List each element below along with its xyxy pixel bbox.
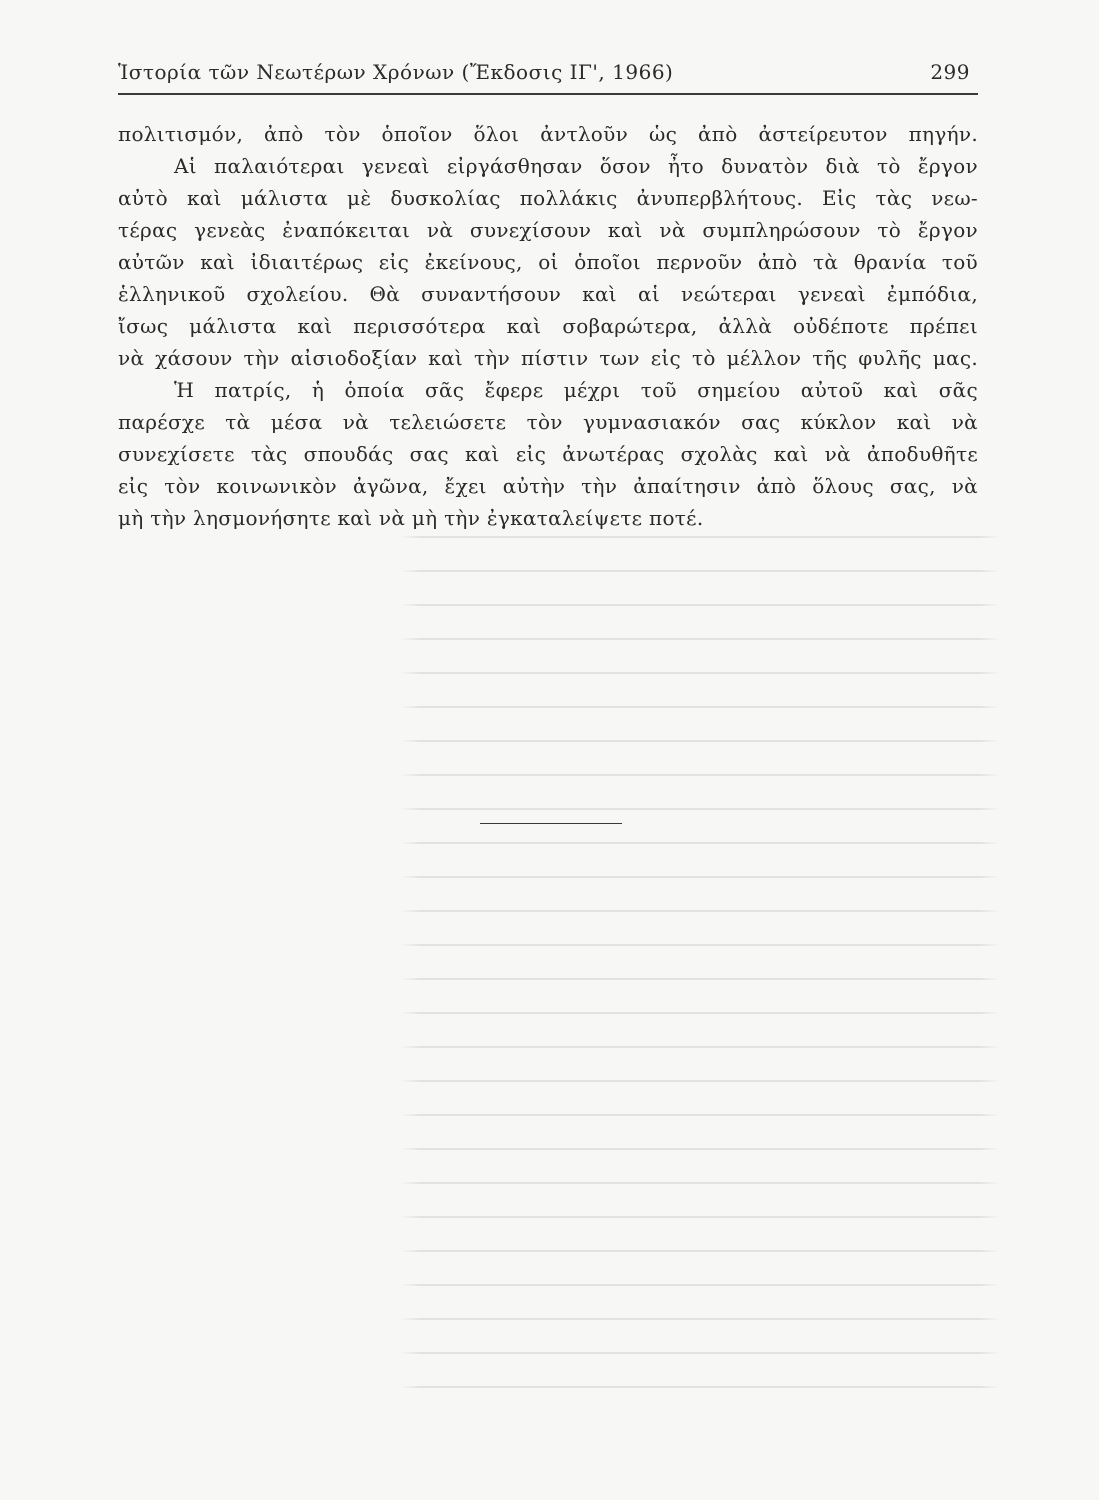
text-line: συνεχίσετε τὰς σπουδάς σας καὶ εἰς ἀνωτέρας σχολὰς καὶ νὰ ἀποδυθῆτε: [118, 442, 978, 466]
text-line: Ἡ πατρίς, ἡ ὁποία σᾶς ἔφερε μέχρι τοῦ σημείου αὐτοῦ καὶ σᾶς: [174, 378, 978, 402]
running-title: Ἱστορία τῶν Νεωτέρων Χρόνων (Ἔκδοσις ΙΓ', 1966): [118, 60, 674, 84]
text-line: ἑλληνικοῦ σχολείου. Θὰ συναντήσουν καὶ αἱ νεώτεραι γενεαὶ ἐμπόδια,: [118, 282, 978, 306]
page-number: 299: [930, 60, 970, 84]
text-line: νὰ χάσουν τὴν αἰσιοδοξίαν καὶ τὴν πίστιν των εἰς τὸ μέλλον τῆς φυλῆς μας.: [118, 346, 978, 370]
section-end-rule: [480, 823, 622, 824]
text-line: Αἱ παλαιότεραι γενεαὶ εἰργάσθησαν ὅσον ἦτο δυνατὸν διὰ τὸ ἔργον: [174, 154, 978, 178]
text-line: ἴσως μάλιστα καὶ περισσότερα καὶ σοβαρώτερα, ἀλλὰ οὐδέποτε πρέπει: [118, 314, 978, 338]
text-line: πολιτισμόν, ἀπὸ τὸν ὁποῖον ὅλοι ἀντλοῦν ὡς ἀπὸ ἀστείρευτον πηγήν.: [118, 122, 978, 146]
text-line: τέρας γενεὰς ἐναπόκειται νὰ συνεχίσουν καὶ νὰ συμπληρώσουν τὸ ἔργον: [118, 218, 978, 242]
text-line: αὐτὸ καὶ μάλιστα μὲ δυσκολίας πολλάκις ἀνυπερβλήτους. Εἰς τὰς νεω-: [118, 186, 978, 210]
body-text: [118, 118, 978, 534]
text-line: παρέσχε τὰ μέσα νὰ τελειώσετε τὸν γυμνασιακόν σας κύκλον καὶ νὰ: [118, 410, 978, 434]
text-line: αὐτῶν καὶ ἰδιαιτέρως εἰς ἐκείνους, οἱ ὁποῖοι περνοῦν ἀπὸ τὰ θρανία τοῦ: [118, 250, 978, 274]
text-line: μὴ τὴν λησμονήσητε καὶ νὰ μὴ τὴν ἐγκαταλείψετε ποτέ.: [118, 506, 704, 530]
text-line: εἰς τὸν κοινωνικὸν ἀγῶνα, ἔχει αὐτὴν τὴν ἀπαίτησιν ἀπὸ ὅλους σας, νὰ: [118, 474, 978, 498]
header-rule: [118, 93, 978, 95]
running-header: [118, 44, 970, 84]
